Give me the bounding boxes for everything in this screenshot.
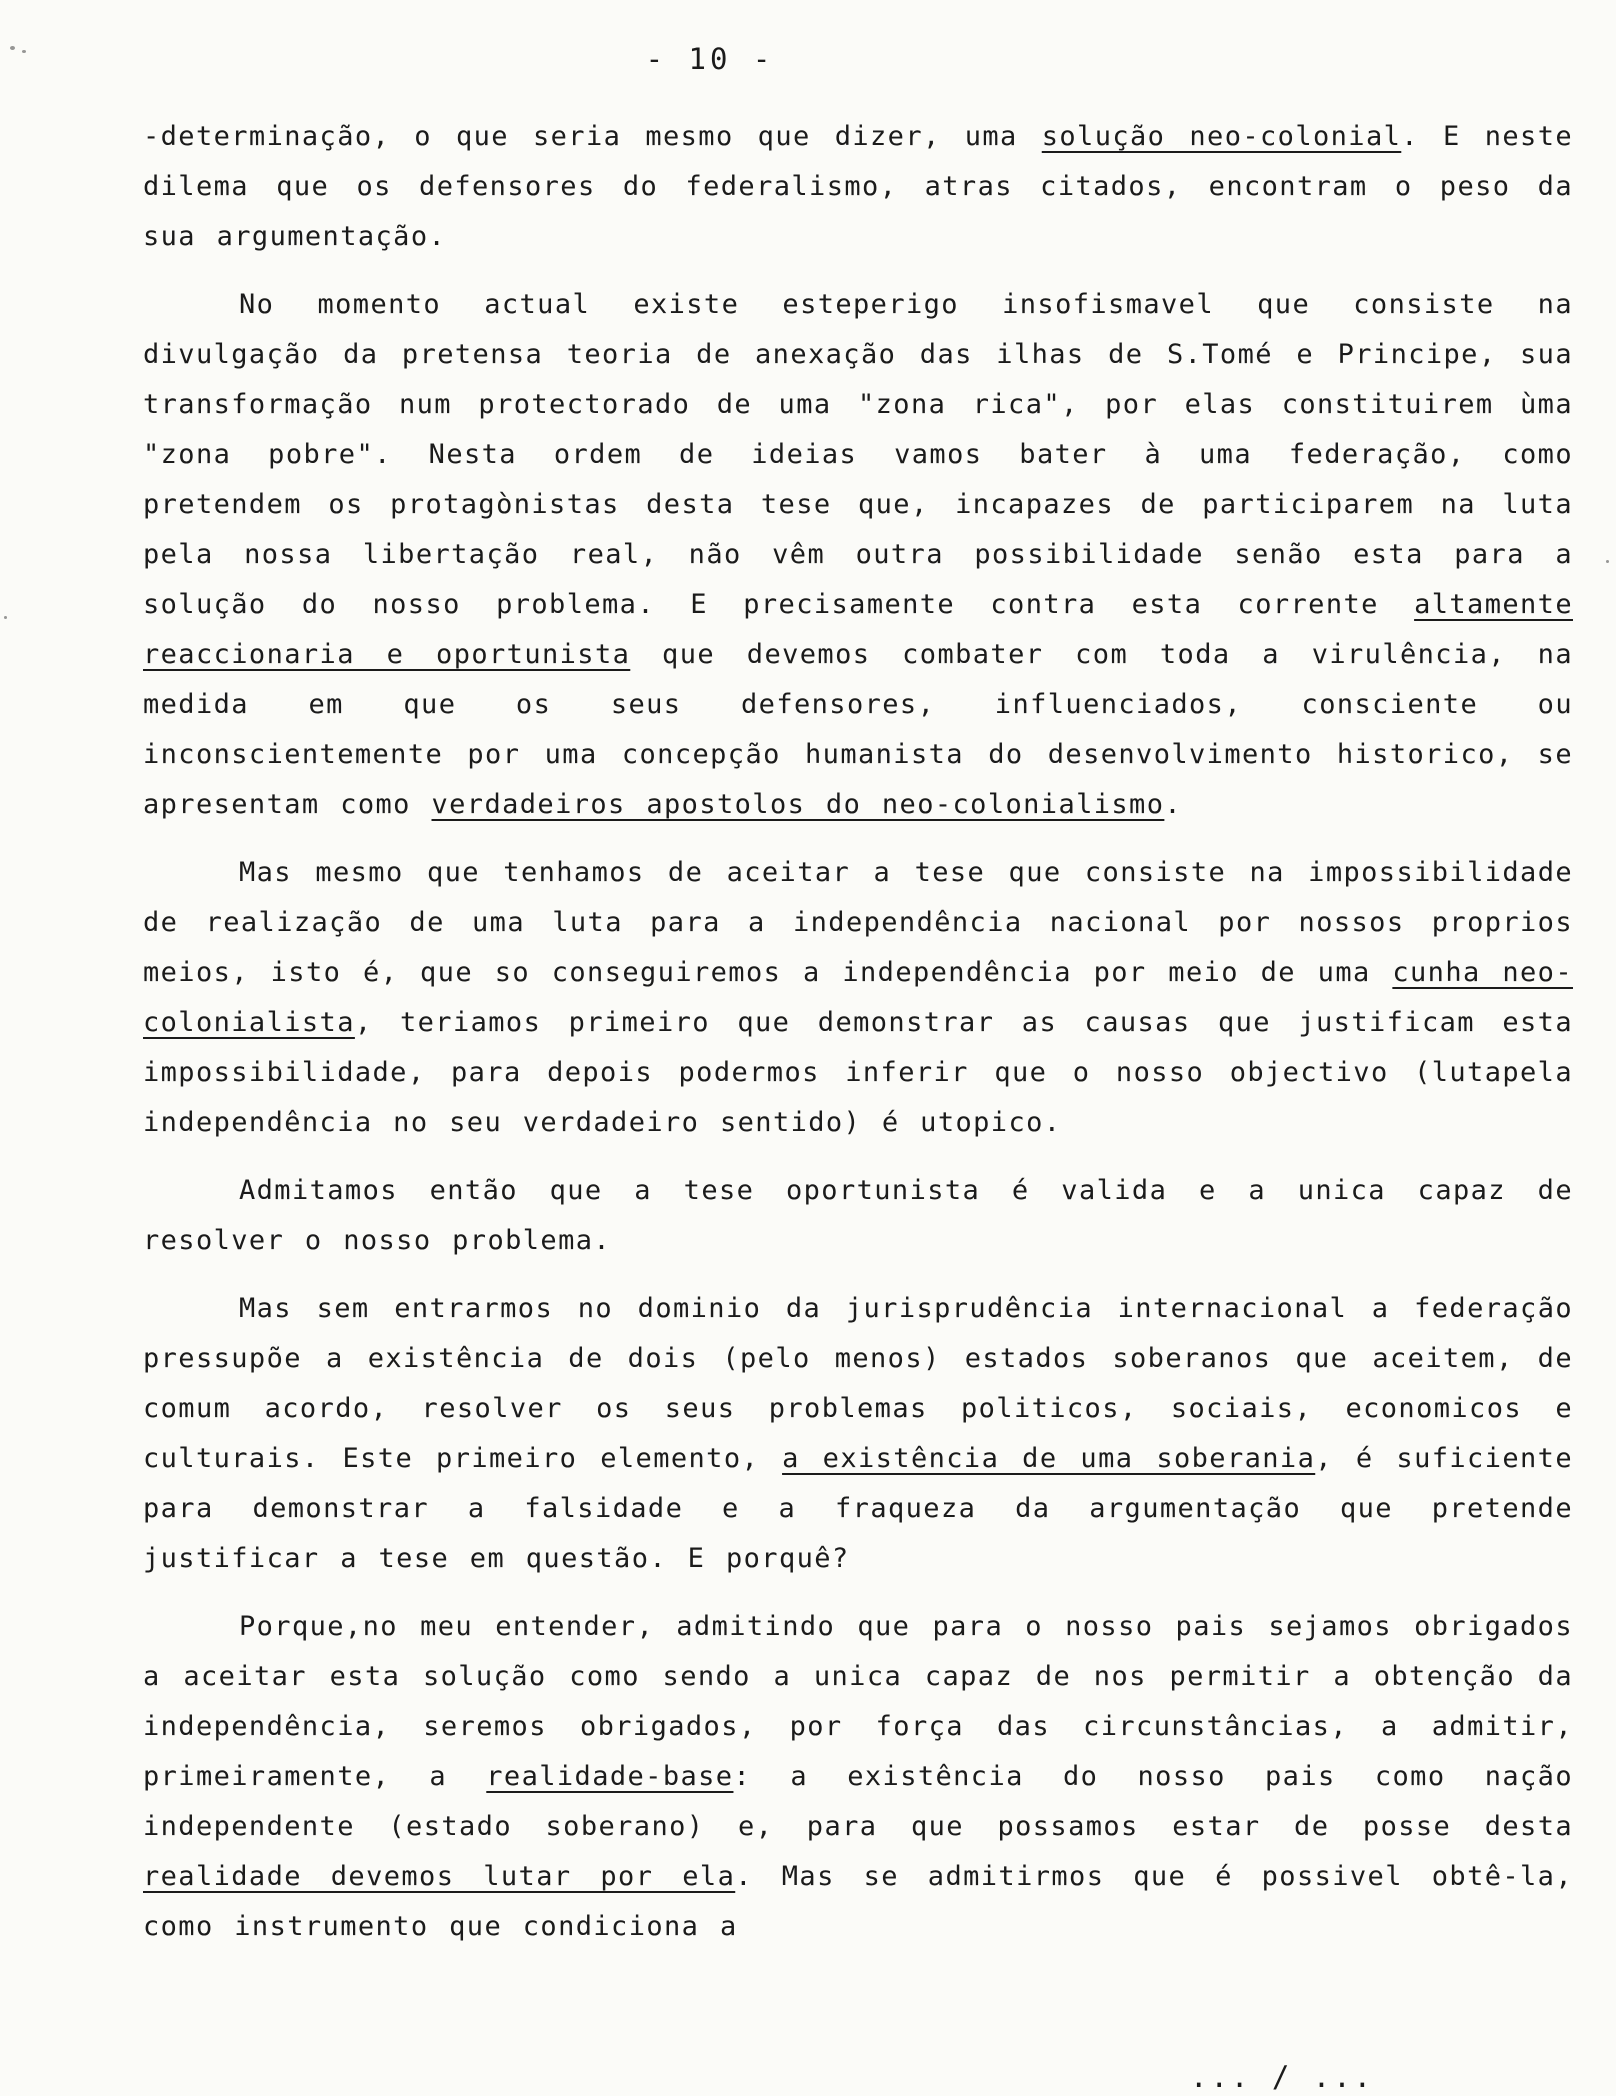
paragraph [143, 280, 1573, 830]
underlined-phrase: a existência de uma soberania [782, 1443, 1316, 1474]
underlined-phrase: cunha neo-colonialista [143, 957, 1573, 1038]
paragraph [143, 112, 1573, 262]
text-segment: que devemos combater com toda a virulência, na medida em que os seus defensores, influenciados, consciente ou inconscientemente por uma concepção humanista do desenvolvimento historico, se apresentam como [143, 639, 1573, 820]
text-segment: . Mas se admitirmos que é possivel obtê-la, como instrumento que condiciona a [143, 1861, 1573, 1942]
text-segment: , teriamos primeiro que demonstrar as causas que justificam esta impossibilidade, para depois podermos inferir que o nosso objectivo (lutapela independência no seu verdadeiro sentido) é utopico. [143, 1007, 1573, 1138]
text-segment: , é suficiente para demonstrar a falsidade e a fraqueza da argumentação que pretende justificar a tese em questão. E porquê? [143, 1443, 1573, 1574]
document-body [143, 112, 1573, 1970]
text-segment: : a existência do nosso pais como nação independente (estado soberano) e, para que possamos estar de posse desta [143, 1761, 1573, 1842]
text-segment: Mas sem entrarmos no dominio da jurisprudência internacional a federação pressupõe a existência de dois (pelo menos) estados soberanos que aceitem, de comum acordo, resolver os seus problemas politicos, sociais, economicos e culturais. Este primeiro elemento, [143, 1293, 1573, 1474]
underlined-phrase: verdadeiros apostolos do neo-colonialismo [431, 789, 1165, 820]
text-segment: Admitamos então que a tese oportunista é valida e a unica capaz de resolver o nosso problema. [143, 1175, 1573, 1256]
scan-speck [22, 50, 26, 53]
scan-speck [4, 616, 7, 619]
scan-speck [1606, 560, 1609, 563]
text-segment: . E neste dilema que os defensores do federalismo, atras citados, encontram o peso da sua argumentação. [143, 121, 1574, 252]
text-segment: Mas mesmo que tenhamos de aceitar a tese que consiste na impossibilidade de realização de uma luta para a independência nacional por nossos proprios meios, isto é, que so conseguiremos a independência por meio de uma [143, 857, 1573, 988]
text-segment: -determinação, o que seria mesmo que dizer, uma [143, 121, 1042, 152]
underlined-phrase: realidade devemos lutar por ela [143, 1861, 736, 1892]
text-segment: No momento actual existe esteperigo insofismavel que consiste na divulgação da pretensa teoria de anexação das ilhas de S.Tomé e Principe, sua transformação num protectorado de uma "zona rica", por elas constituirem ùma "zona pobre". Nesta ordem de ideias vamos bater à uma federação, como pretendem os protagònistas desta tese que, incapazes de participarem na luta pela nossa libertação real, não vêm outra possibilidade senão esta para a solução do nosso problema. E precisamente contra esta corrente [143, 289, 1573, 620]
page-number: - 10 - [645, 42, 775, 76]
paragraph [143, 848, 1573, 1148]
text-segment: . [1164, 789, 1183, 820]
paragraph [143, 1602, 1573, 1952]
paragraph [143, 1284, 1573, 1584]
scan-speck [10, 46, 15, 50]
paragraph [143, 1166, 1573, 1266]
underlined-phrase: altamente reaccionaria e oportunista [143, 589, 1573, 670]
underlined-phrase: solução neo-colonial [1041, 121, 1402, 152]
continuation-marker: ... / ... [1190, 2060, 1375, 2094]
text-segment: Porque,no meu entender, admitindo que para o nosso pais sejamos obrigados a aceitar esta solução como sendo a unica capaz de nos permitir a obtenção da independência, seremos obrigados, por força das circunstâncias, a admitir, primeiramente, a [143, 1611, 1573, 1792]
underlined-phrase: realidade-base [486, 1761, 734, 1792]
